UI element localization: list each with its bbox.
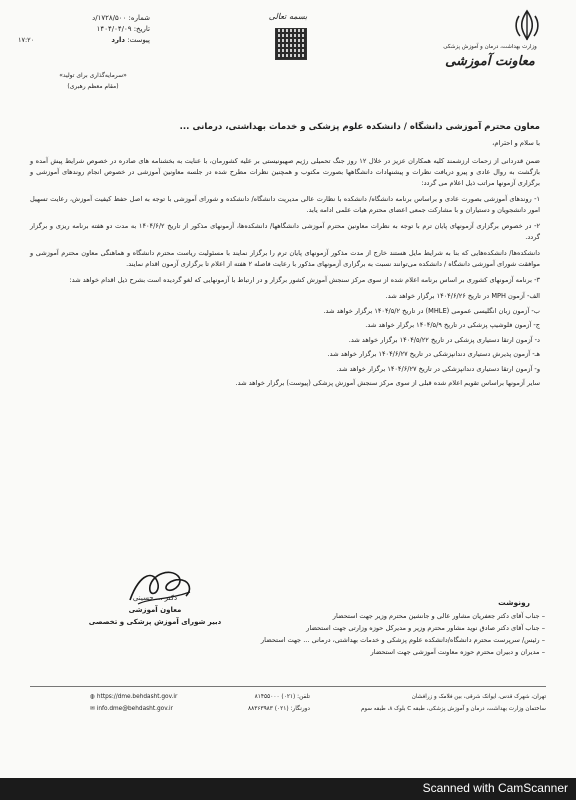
exam-item: ب- آزمون زبان انگلیسی عمومی (MHLE) در تاریخ ۱۴۰۴/۵/۲ برگزار خواهد شد. bbox=[323, 306, 540, 315]
ministry-line: وزارت بهداشت، درمان و آموزش پزشکی bbox=[443, 44, 537, 50]
email-icon: ✉ bbox=[90, 706, 95, 712]
letter-body bbox=[30, 156, 540, 391]
qr-code-icon bbox=[275, 28, 307, 60]
footer-website[interactable]: ◍ https://dme.behdasht.gov.ir bbox=[90, 694, 178, 700]
letter-meta bbox=[70, 14, 150, 47]
letter-date-row bbox=[70, 25, 150, 36]
item-2a-paragraph: ۲- در خصوص برگزاری آزمونهای پایان ترم با توجه به نظرات معاونین محترم آموزشی دانشگاهها/ دانشکده‌ها، آزمونهای مذکور از تاریخ ۱۴۰۴/۶/۲ به مدت دو هفته برنامه ریزی و برگزار گردد. bbox=[30, 222, 540, 241]
exam-item: ج- آزمون فلوشیپ پزشکی در تاریخ ۱۴۰۴/۵/۹ برگزار خواهد شد. bbox=[365, 321, 540, 329]
phone-value: (۰۲۱) ۸۱۴۵۵۰۰۰ bbox=[254, 694, 296, 700]
footer-email[interactable]: ✉ info.dme@behdasht.gov.ir bbox=[90, 706, 174, 712]
number-label: شماره: bbox=[128, 14, 150, 22]
exam-item: و- آزمون ارتقا دستیاری دندانپزشکی در تاریخ ۱۴۰۴/۶/۲۷ برگزار خواهد شد. bbox=[336, 364, 540, 373]
slogan-line2: (مقام معظم رهبری) bbox=[67, 83, 119, 90]
letter-number-row bbox=[70, 14, 150, 25]
phone-label: تلفن: bbox=[297, 694, 310, 700]
footer-fax bbox=[200, 706, 310, 712]
exam-item: هـ- آزمون پذیرش دستیاری دندانپزشکی در تاریخ ۱۴۰۴/۶/۲۷ برگزار خواهد شد. bbox=[327, 350, 540, 358]
item-2b-paragraph: دانشکده‌ها/ دانشکده‌هایی که بنا به شرایط مایل هستند خارج از مدت مذکور آزمونهای پایان ترم را برگزار نمایند با مسئولیت ریاست محترم دانشگاه و هماهنگی معاون محترم آموزشی و موافقت شورای آموزشی دانشگاه / دانشکده می‌توانند نسبت به برگزاری آزمونهای مذکور با رعایت فاصله ۲ هفته از اعلام تا برگزاری آزمون اقدام نمایند. bbox=[30, 249, 540, 268]
cc-item: – رئیس/ سرپرست محترم دانشگاه/دانشکده علوم پزشکی و خدمات بهداشتی، درمانی ... جهت استحضار bbox=[260, 636, 545, 644]
signatory-name: دکتر ... حسینی bbox=[132, 594, 178, 602]
intro-paragraph: ضمن قدردانی از زحمات ارزشمند کلیه همکاران عزیز در خلال ۱۲ روز جنگ تحمیلی رژیم صهیونیستی بر علیه کشورمان، با عنایت به بخشنامه های صادره در خصوص شرایط پیش آمده و بازگشت به روال عادی و پیرو دریافت نظرات و پیشنهادات دانشگاهها بصورت مکتوب و همچنین نظرات مطرح شده در جلسه معاونین آموزشی در خصوص انجام روندهای آموزشی و برگزاری آزمونها مراتب ذیل اعلام می گردد: bbox=[30, 157, 540, 187]
item-3-paragraph: ۳- برنامه آزمونهای کشوری بر اساس برنامه اعلام شده از سوی مرکز سنجش آموزش کشور برگزار و در ارتباط با آزمونهایی که لغو گردیده است بشرح ذیل اقدام خواهد شد: bbox=[69, 276, 540, 284]
closing-line: سایر آزمونها براساس تقویم اعلام شده قبلی از سوی مرکز سنجش آموزش پزشکی (پیوست) برگزار خواهد شد. bbox=[235, 379, 540, 387]
handwritten-signature-icon bbox=[120, 562, 200, 612]
footer-address-line2: ساختمان وزارت بهداشت، درمان و آموزش پزشکی، طبقه C بلوک ۸، طبقه سوم bbox=[360, 706, 546, 712]
greeting: با سلام و احترام، bbox=[492, 139, 540, 147]
attachment-label: پیوست: bbox=[127, 36, 150, 44]
exam-item: الف- آزمون MPH در تاریخ ۱۴۰۴/۶/۲۶ برگزار خواهد شد. bbox=[385, 292, 540, 300]
cc-item: – مدیران و دبیران محترم حوزه معاونت آموزشی جهت استحضار bbox=[370, 648, 545, 656]
cc-title: رونوشت bbox=[498, 598, 530, 607]
cc-item: – جناب آقای دکتر صادق نوید مشاور محترم وزیر و مدیرکل حوزه وزارتی جهت استحضار bbox=[306, 624, 545, 632]
exam-item: د- آزمون ارتقا دستیاری پزشکی در تاریخ ۱۴۰۴/۵/۲۲ برگزار خواهد شد. bbox=[348, 335, 540, 344]
globe-icon: ◍ bbox=[90, 694, 96, 700]
iran-emblem-icon bbox=[510, 8, 544, 42]
footer-phone bbox=[200, 694, 310, 700]
letter-attachment-row bbox=[70, 36, 150, 47]
footer-address-line1: تهران، شهرک قدس، ایوانک شرقی، بین فلامک و زرافشان bbox=[411, 694, 546, 700]
signatory-council-role: دبیر شورای آموزش پزشکی و تخصصی bbox=[88, 618, 222, 626]
deputy-title: معاونت آموزشی bbox=[445, 54, 535, 69]
exam-list bbox=[30, 289, 540, 391]
cc-list bbox=[230, 612, 545, 660]
fax-value: (۰۲۱) ۸۸۳۶۳۹۸۳ bbox=[248, 706, 289, 712]
date-label: تاریخ: bbox=[133, 25, 150, 33]
signatory-role: معاون آموزشی bbox=[128, 606, 182, 614]
fax-label: دورنگار: bbox=[290, 706, 310, 712]
item-1-paragraph: ۱- روندهای آموزشی بصورت عادی و براساس برنامه دانشگاه/ دانشکده با نظارت عالی مدیریت دانشگاه/ دانشکده و شورای آموزشی با توجه به اصل حفظ کیفیت آموزش، رعایت تسهیل امور دانشجویان و دستیاران و با مشارکت جمعی اعضای محترم هیات علمی ادامه یابد. bbox=[30, 195, 540, 214]
camscanner-label: Scanned with CamScanner bbox=[422, 781, 568, 795]
number-value: ۱۷۲۸/۵۰۰/د bbox=[92, 14, 127, 22]
cc-item: – جناب آقای دکتر جعفریان مشاور عالی و جانشین محترم وزیر جهت استحضار bbox=[332, 612, 545, 620]
attachment-value: دارد bbox=[111, 36, 125, 44]
time-stamp: ۱۷:۲۰ bbox=[18, 36, 35, 44]
date-value: ۱۴۰۴/۰۴/۰۹ bbox=[96, 25, 132, 33]
slogan-line1: «سرمایه‌گذاری برای تولید» bbox=[59, 72, 127, 79]
bismillah: بسمه تعالی bbox=[268, 12, 308, 21]
footer-divider bbox=[30, 686, 546, 687]
camscanner-bar bbox=[0, 778, 576, 800]
recipient-line: معاون محترم آموزشی دانشگاه / دانشکده علوم پزشکی و خدمات بهداشتی، درمانی ... bbox=[179, 122, 540, 132]
